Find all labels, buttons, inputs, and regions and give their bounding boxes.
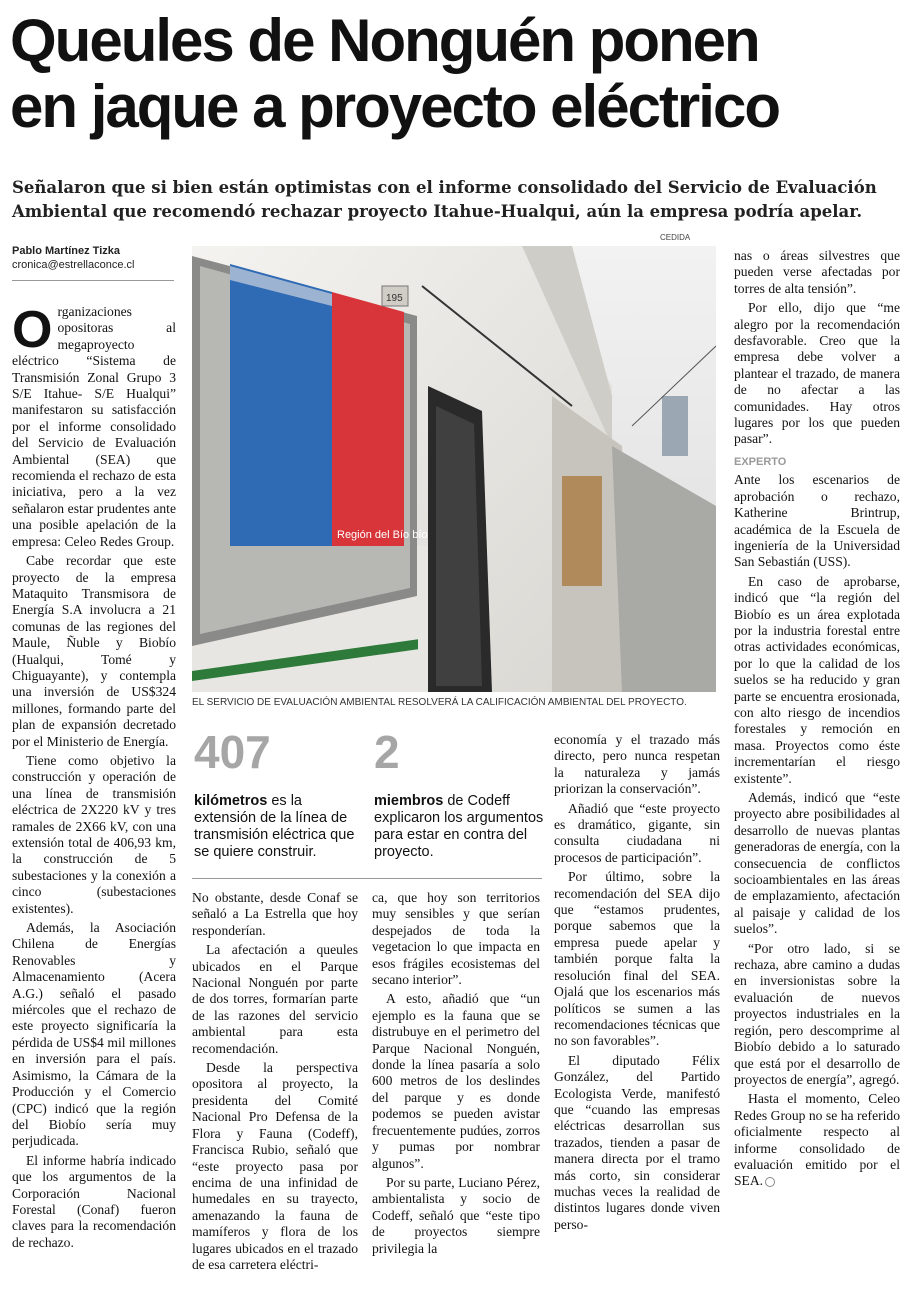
article-column-4 <box>554 732 720 1236</box>
paragraph: A esto, añadió que “un ejemplo es la fauna que se distrubuye en el perimetro del Parque Nacional Nonguén, donde la línea pasaría a solo 600 metros de los deslindes del parque y es donde podemos se pueden avistar frecuentemente pudúes, zorros y pumas por nombrar algunos”. <box>372 991 540 1171</box>
paragraph: No obstante, desde Conaf se señaló a La Estrella que hoy responderían. <box>192 890 358 938</box>
paragraph: nas o áreas silvestres que pueden verse afectadas por torres de alta tensión”. <box>734 248 900 296</box>
paragraph: Por último, sobre la recomendación del SEA dijo que “estamos prudentes, porque sabemos que la empresa puede apelar y también porque falta la resolución final del SEA. Ojalá que los escenarios más políticos se sumen a las recomendaciones técnicas que no son favorables”. <box>554 869 720 1049</box>
section-heading-experto: EXPERTO <box>734 455 787 468</box>
paragraph: En caso de aprobarse, indicó que “la región del Biobío es un área explotada por la industria forestal entre otras actividades económicas, por lo que la calidad de los suelos se ha reducido y gran parte se encuentra erosionada, con alto riesgo de incendios forestales y remoción en masa. Proyectos como éste incrementarían el riesgo existente”. <box>734 573 900 786</box>
paragraph: Desde la perspectiva opositora al proyecto, la presidenta del Comité Nacional Pro Defensa de la Flora y Fauna (Codeff), Francisca Rubio, señaló que “este proyecto pasa por encima de una infinidad de humedales en su trayecto, amenazando la fauna de mamíferos y flora de los lugares ubicados en el trazado de esa carretera eléctri- <box>192 1060 358 1272</box>
article-column-1 <box>12 301 176 1254</box>
paragraph: Por ello, dijo que “me alegro por la recomendación desfavorable. Creo que la empresa debe volver a plantear el trazado, de manera de no afectar a las comunidades. Hay otros lugares por los que pueden pasar”. <box>734 300 900 447</box>
headline-line-1: Queules de Nonguén ponen <box>10 7 759 74</box>
building-photo-illustration <box>192 246 716 692</box>
paragraph: El informe habría indicado que los argumentos de la Corporación Nacional Forestal (Conaf) fueron claves para la recomendación de rechazo. <box>12 1152 176 1250</box>
paragraph: Además, la Asociación Chilena de Energías Renovables y Almacenamiento (Acera A.G.) señaló el pasado miércoles que el rechazo de este proyecto significaría la pérdida de US$4 mil millones en inversión para el país. Asimismo, la Cámara de la Producción y el Comercio (CPC) indicó que la región del Biobío sería muy perjudicada. <box>12 920 176 1149</box>
paragraph: “Por otro lado, si se rechaza, abre camino a dudas en inversionistas sobre la evaluación de nuevos proyectos industriales en la región, pero descomprime al Biobío debido a lo saturado que está por el desarrollo de proyectos de energía”, agregó. <box>734 940 900 1087</box>
author-name: Pablo Martínez Tizka <box>12 245 120 257</box>
headline-line-2: en jaque a proyecto eléctrico <box>10 73 779 140</box>
paragraph: El diputado Félix González, del Partido Ecologista Verde, manifestó que “cuando las empresas eléctricas desarrollan sus trazados, tienden a pasar de manera directa por el tramo más corto, sin considerar muchas veces la realidad de distintos lugares donde viven perso- <box>554 1052 720 1232</box>
article-dek: Señalaron que si bien están optimistas con el informe consolidado del Servicio de Evaluación Ambiental que recomendó rechazar proyecto Itahue-Hualqui, aún la empresa podría apelar. <box>12 178 877 221</box>
lead-paragraph: Organizaciones opositoras al megaproyecto eléctrico “Sistema de Transmisión Zonal Grupo 3 S/E Itahue- S/E Hualqui” manifestaron su satisfacción por el informe consolidado del Servicio de Evaluación Ambiental (SEA) que recomienda el rechazo de esta iniciativa, pero a la vez señalaron estar prudentes ante una posible apelación de la empresa: Celeo Redes Group. <box>12 301 176 549</box>
drop-cap: O <box>12 301 53 359</box>
paragraph: La afectación a queules ubicados en el Parque Nacional Nonguén por parte de dos torres, formarían parte de las razones del servicio ambiental para esta recomendación. <box>192 942 358 1056</box>
stat-number-2: 2 <box>374 726 400 778</box>
paragraph: Por su parte, Luciano Pérez, ambientalista y socio de Codeff, señaló que “este tipo de proyectos siempre privilegia la <box>372 1174 540 1256</box>
paragraph: Además, indicó que “este proyecto abre posibilidades al desarrollo de nuevas plantas generadoras de energía, con la consecuencia de conflictos socioambientales en las áreas de emplazamiento, afectación al paisaje y calidad de los suelos”. <box>734 790 900 937</box>
article-column-3 <box>372 890 540 1260</box>
stat-number-1: 407 <box>194 726 271 778</box>
end-mark-icon <box>765 1177 775 1187</box>
article-photo <box>192 246 716 692</box>
author-email: cronica@estrellaconce.cl <box>12 259 135 271</box>
byline <box>12 244 174 281</box>
article-column-2 <box>192 890 358 1276</box>
sign-region-text: Región del Bío bío <box>337 529 428 541</box>
headline <box>10 8 902 140</box>
photo-caption: EL SERVICIO DE EVALUACIÓN AMBIENTAL RESOLVERÁ LA CALIFICACIÓN AMBIENTAL DEL PROYECTO. <box>192 697 687 708</box>
house-number: 195 <box>386 293 403 304</box>
paragraph: economía y el trazado más directo, pero nunca respetan la naturaleza y jamás priorizan la conservación”. <box>554 732 720 797</box>
paragraph: ca, que hoy son territorios muy sensibles y que serían despejados de toda la vegetacion lo que impacta en esos frágiles ecosistemas del secano interior”. <box>372 890 540 988</box>
paragraph: Añadió que “este proyecto es dramático, gigante, sin consulta ciudadana ni procesos de participación”. <box>554 800 720 865</box>
article-column-5 <box>734 248 900 1193</box>
paragraph: Hasta el momento, Celeo Redes Group no se ha referido oficialmente respecto al informe consolidado de evaluación emitido por el SEA. <box>734 1091 900 1189</box>
paragraph: Ante los escenarios de aprobación o rechazo, Katherine Brintrup, académica de la Escuela de ingeniería de la Universidad San Sebastián (USS). <box>734 472 900 570</box>
paragraph: Cabe recordar que este proyecto de la empresa Mataquito Transmisora de Energía S.A involucra a 21 comunas de las regiones del Maule, Ñuble y Biobío (Hualqui, Tomé y Chiguayante), y contempla una inversión de US$324 millones, formando parte del plan de expansión decretado por el Ministerio de Energía. <box>12 553 176 749</box>
stats-divider <box>192 878 542 879</box>
stat-text-1: kilómetros es la extensión de la línea de transmisión eléctrica que se quiere construir. <box>194 793 355 860</box>
paragraph: Tiene como objetivo la construcción y operación de una línea de transmisión eléctrica de 2X220 kV y tres ramales de 2X66 kV, con una extensión total de 406,93 km, la construcción de 5 subestaciones y la conexión a cinco (subestaciones existentes). <box>12 752 176 916</box>
photo-credit: CEDIDA <box>660 233 691 242</box>
stat-text-2: miembros de Codeff explicaron los argumentos para estar en contra del proyecto. <box>374 793 544 860</box>
